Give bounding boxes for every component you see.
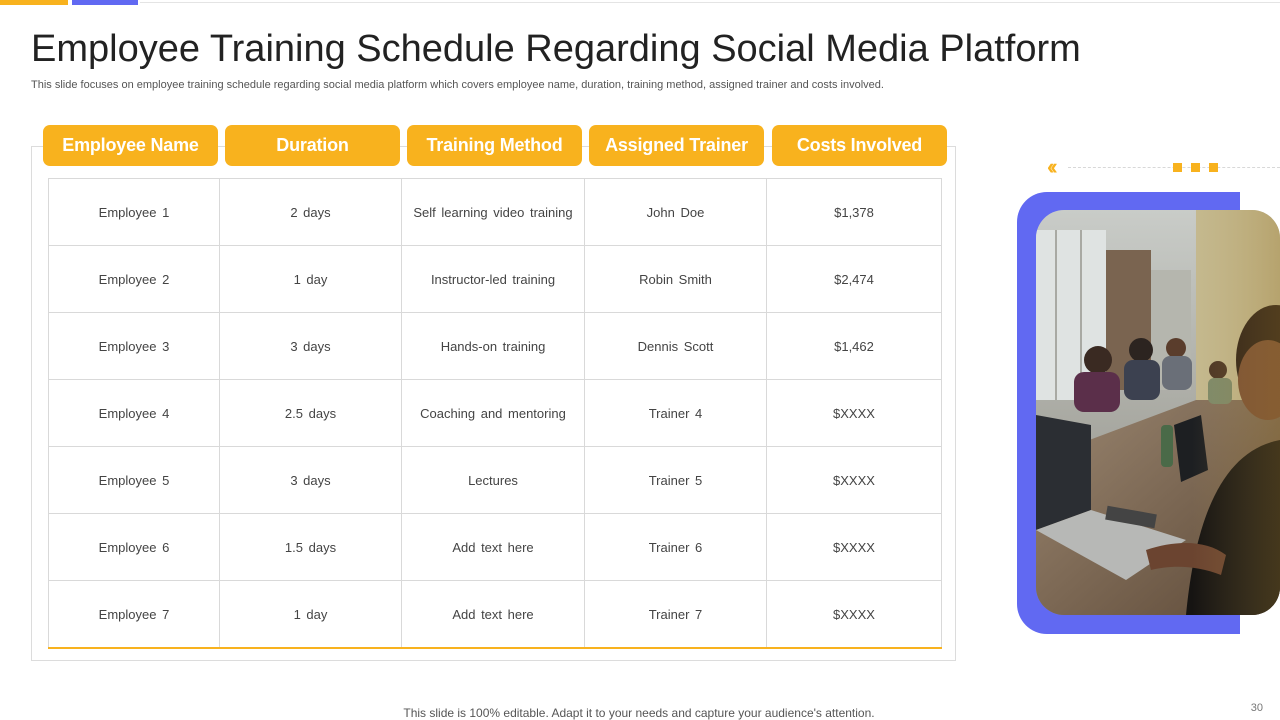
table-row — [49, 246, 942, 313]
top-accent-bar-yellow — [0, 0, 68, 5]
top-accent-bar-blue — [72, 0, 138, 5]
cell-training-method: Self learning video training — [402, 179, 585, 246]
top-divider — [140, 2, 1280, 3]
cell-employee-name: Employee 1 — [49, 179, 220, 246]
cell-duration: 1.5 days — [220, 514, 402, 581]
table-row — [49, 514, 942, 581]
header-assigned-trainer: Assigned Trainer — [589, 125, 764, 166]
cell-training-method: Instructor-led training — [402, 246, 585, 313]
cell-duration: 1 day — [220, 246, 402, 313]
cell-employee-name: Employee 3 — [49, 313, 220, 380]
cell-assigned-trainer: Trainer 7 — [585, 581, 767, 649]
cell-cost: $XXXX — [767, 380, 942, 447]
table-row — [49, 380, 942, 447]
square-dot-icon — [1173, 163, 1182, 172]
header-duration: Duration — [225, 125, 400, 166]
cell-cost: $2,474 — [767, 246, 942, 313]
footer-note: This slide is 100% editable. Adapt it to your needs and capture your audience's attention. — [403, 706, 875, 720]
cell-employee-name: Employee 7 — [49, 581, 220, 649]
cell-duration: 3 days — [220, 313, 402, 380]
cell-cost: $XXXX — [767, 581, 942, 649]
cell-training-method: Hands-on training — [402, 313, 585, 380]
cell-cost: $1,462 — [767, 313, 942, 380]
double-chevron-left-icon: ‹‹ — [1047, 154, 1054, 179]
cell-cost: $XXXX — [767, 447, 942, 514]
square-dot-icon — [1191, 163, 1200, 172]
cell-cost: $1,378 — [767, 179, 942, 246]
cell-employee-name: Employee 6 — [49, 514, 220, 581]
meeting-photo — [1036, 210, 1280, 615]
cell-training-method: Add text here — [402, 581, 585, 649]
page-number: 30 — [1250, 702, 1263, 714]
header-employee-name: Employee Name — [43, 125, 218, 166]
page-subtitle: This slide focuses on employee training schedule regarding social media platform which covers employee name, duration, training method, assigned trainer and costs involved. — [31, 79, 884, 91]
cell-duration: 2.5 days — [220, 380, 402, 447]
table-row — [49, 179, 942, 246]
cell-duration: 3 days — [220, 447, 402, 514]
cell-assigned-trainer: Trainer 4 — [585, 380, 767, 447]
cell-training-method: Lectures — [402, 447, 585, 514]
cell-cost: $XXXX — [767, 514, 942, 581]
cell-duration: 2 days — [220, 179, 402, 246]
cell-employee-name: Employee 4 — [49, 380, 220, 447]
header-training-method: Training Method — [407, 125, 582, 166]
header-costs-involved: Costs Involved — [772, 125, 947, 166]
cell-training-method: Add text here — [402, 514, 585, 581]
square-dot-icon — [1209, 163, 1218, 172]
cell-employee-name: Employee 2 — [49, 246, 220, 313]
cell-assigned-trainer: Trainer 5 — [585, 447, 767, 514]
cell-assigned-trainer: Dennis Scott — [585, 313, 767, 380]
cell-training-method: Coaching and mentoring — [402, 380, 585, 447]
table-row — [49, 313, 942, 380]
page-title: Employee Training Schedule Regarding Social Media Platform — [31, 28, 1081, 70]
cell-assigned-trainer: Robin Smith — [585, 246, 767, 313]
training-schedule-table — [48, 178, 942, 649]
table-row — [49, 447, 942, 514]
cell-employee-name: Employee 5 — [49, 447, 220, 514]
cell-assigned-trainer: John Doe — [585, 179, 767, 246]
cell-duration: 1 day — [220, 581, 402, 649]
cell-assigned-trainer: Trainer 6 — [585, 514, 767, 581]
table-row — [49, 581, 942, 649]
